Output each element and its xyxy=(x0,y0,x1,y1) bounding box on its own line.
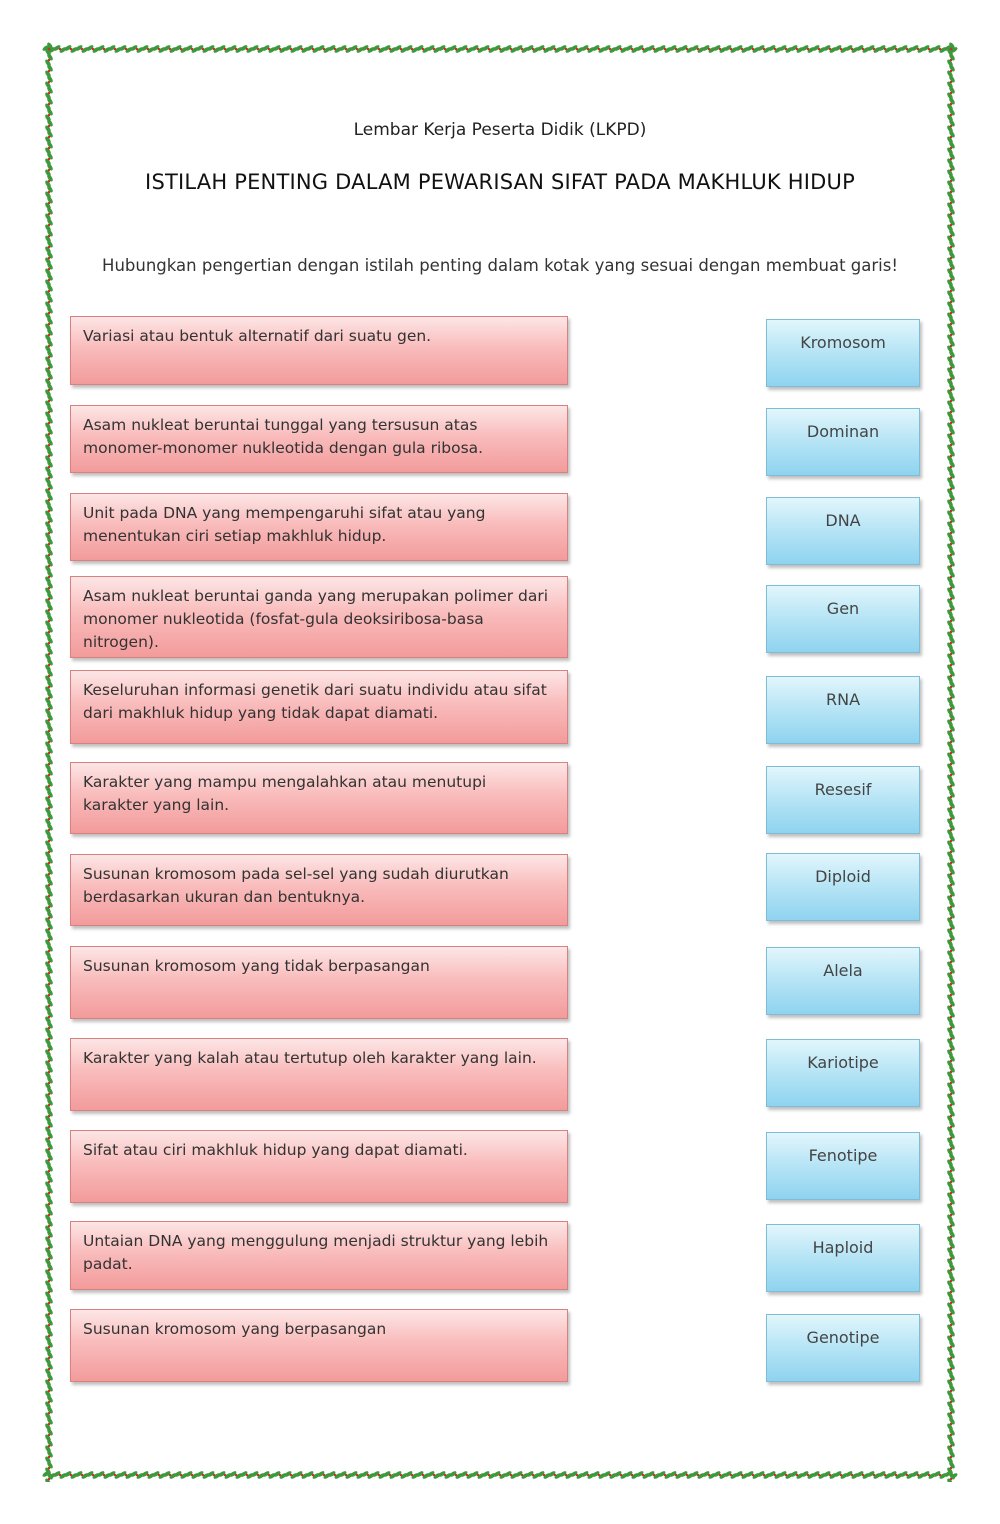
instruction-text: Hubungkan pengertian dengan istilah penting dalam kotak yang sesuai dengan membuat garis! xyxy=(102,256,898,275)
definition-box-2[interactable]: Asam nukleat beruntai tunggal yang tersusun atas monomer-monomer nukleotida dengan gula ribosa. xyxy=(70,405,568,473)
definition-box-5[interactable]: Keseluruhan informasi genetik dari suatu individu atau sifat dari makhluk hidup yang tidak dapat diamati. xyxy=(70,670,568,744)
leaf-border-top xyxy=(42,42,958,56)
definition-box-11[interactable]: Untaian DNA yang menggulung menjadi struktur yang lebih padat. xyxy=(70,1221,568,1290)
definition-box-10[interactable]: Sifat atau ciri makhluk hidup yang dapat diamati. xyxy=(70,1130,568,1203)
leaf-border-bottom xyxy=(42,1468,958,1482)
term-box-dna[interactable]: DNA xyxy=(766,497,920,565)
definition-box-1[interactable]: Variasi atau bentuk alternatif dari suatu gen. xyxy=(70,316,568,385)
definition-box-3[interactable]: Unit pada DNA yang mempengaruhi sifat atau yang menentukan ciri setiap makhluk hidup. xyxy=(70,493,568,561)
term-box-alela[interactable]: Alela xyxy=(766,947,920,1015)
term-box-kariotipe[interactable]: Kariotipe xyxy=(766,1039,920,1107)
term-box-kromosom[interactable]: Kromosom xyxy=(766,319,920,387)
term-box-dominan[interactable]: Dominan xyxy=(766,408,920,476)
page-title: ISTILAH PENTING DALAM PEWARISAN SIFAT PADA MAKHLUK HIDUP xyxy=(145,170,855,194)
term-box-resesif[interactable]: Resesif xyxy=(766,766,920,834)
definition-box-12[interactable]: Susunan kromosom yang berpasangan xyxy=(70,1309,568,1382)
term-box-haploid[interactable]: Haploid xyxy=(766,1224,920,1292)
definition-box-6[interactable]: Karakter yang mampu mengalahkan atau menutupi karakter yang lain. xyxy=(70,762,568,834)
term-box-fenotipe[interactable]: Fenotipe xyxy=(766,1132,920,1200)
term-box-diploid[interactable]: Diploid xyxy=(766,853,920,921)
definition-box-9[interactable]: Karakter yang kalah atau tertutup oleh karakter yang lain. xyxy=(70,1038,568,1111)
definition-box-8[interactable]: Susunan kromosom yang tidak berpasangan xyxy=(70,946,568,1019)
term-box-rna[interactable]: RNA xyxy=(766,676,920,744)
definition-box-7[interactable]: Susunan kromosom pada sel-sel yang sudah diurutkan berdasarkan ukuran dan bentuknya. xyxy=(70,854,568,926)
term-box-gen[interactable]: Gen xyxy=(766,585,920,653)
worksheet-subtitle: Lembar Kerja Peserta Didik (LKPD) xyxy=(353,120,647,140)
term-box-genotipe[interactable]: Genotipe xyxy=(766,1314,920,1382)
definition-box-4[interactable]: Asam nukleat beruntai ganda yang merupakan polimer dari monomer nukleotida (fosfat-gula deoksiribosa-basa nitrogen). xyxy=(70,576,568,658)
